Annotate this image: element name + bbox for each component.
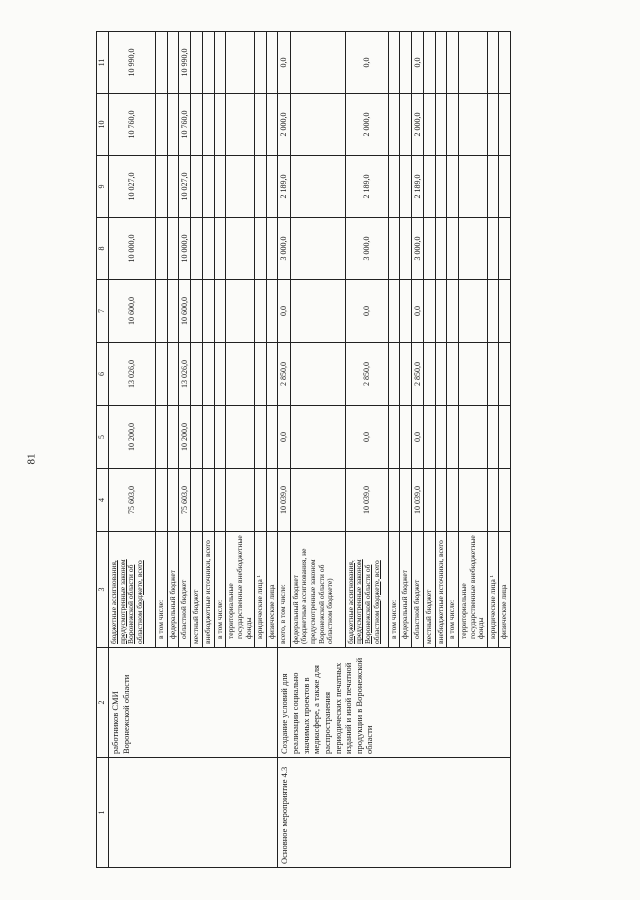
value-cell: 10 000,0 [109, 218, 156, 280]
row-label: внебюджетные источники, всего [203, 532, 215, 648]
value-cell: 2 850,0 [278, 343, 290, 406]
row-label: в том числе: [447, 532, 459, 648]
value-cell: 0,0 [278, 280, 290, 343]
value-cell: 2 189,0 [278, 156, 290, 218]
col-header: 3 [97, 532, 109, 648]
value-cell: 2 000,0 [278, 94, 290, 156]
col-header: 7 [97, 280, 109, 343]
value-cell: 2 850,0 [345, 343, 388, 406]
value-cell: 10 039,0 [345, 469, 388, 532]
row-label: физические лица [499, 532, 511, 648]
value-cell: 10 200,0 [109, 406, 156, 469]
block-a-code-cell [109, 758, 278, 868]
block-b-code: Основное мероприятие 4.3 [278, 758, 511, 868]
value-cell: 10 760,0 [109, 94, 156, 156]
value-cell: 0,0 [345, 406, 388, 469]
value-cell: 0,0 [278, 406, 290, 469]
row-label: федеральный бюджет [400, 532, 412, 648]
value-cell: 10 000,0 [179, 218, 191, 280]
value-cell: 2 000,0 [411, 94, 423, 156]
value-cell: 0,0 [411, 32, 423, 94]
row-label: федеральный бюджет [167, 532, 179, 648]
value-cell: 10 027,0 [179, 156, 191, 218]
row-label: физические лица [266, 532, 278, 648]
column-number-row [97, 32, 109, 868]
value-cell: 0,0 [345, 280, 388, 343]
value-cell: 3 000,0 [278, 218, 290, 280]
block-a-name: работников СМИ Воронежской области [109, 648, 278, 758]
row-label: бюджетные ассигнования, предусмотренные законом Воронежской области об областном бюджете, всего [345, 559, 381, 644]
col-header: 5 [97, 406, 109, 469]
budget-table [96, 31, 511, 868]
budget-table-sheet [96, 32, 509, 868]
col-header: 4 [97, 469, 109, 532]
col-header: 8 [97, 218, 109, 280]
value-cell: 2 189,0 [411, 156, 423, 218]
col-header: 11 [97, 32, 109, 94]
row-label: юридические лица ¹ [487, 532, 499, 648]
col-header: 9 [97, 156, 109, 218]
row-label: местный бюджет [191, 532, 203, 648]
col-header: 1 [97, 758, 109, 868]
row-label: местный бюджет [424, 532, 436, 648]
value-cell: 10 600,0 [179, 280, 191, 343]
row-label: территориальные государственные внебюджетные фонды [226, 532, 255, 648]
value-cell: 0,0 [411, 280, 423, 343]
value-cell: 10 760,0 [179, 94, 191, 156]
row-label: территориальные государственные внебюджетные фонды [458, 532, 487, 648]
row-label: областной бюджет [411, 532, 423, 648]
value-cell: 75 603,0 [109, 469, 156, 532]
value-cell: 10 990,0 [109, 32, 156, 94]
page-number: 81 [25, 453, 38, 465]
block-b-name: Создание условий для реализации социально значимых проектов в медиасфере, а также для распространения периодических печатных изданий и иной печатной продукции в Воронежской области [278, 648, 511, 758]
value-cell: 75 603,0 [179, 469, 191, 532]
value-cell: 2 850,0 [411, 343, 423, 406]
value-cell: 10 039,0 [278, 469, 290, 532]
col-header: 2 [97, 648, 109, 758]
value-cell: 10 200,0 [179, 406, 191, 469]
value-cell: 0,0 [278, 32, 290, 94]
table-row [278, 32, 290, 868]
value-cell: 0,0 [345, 32, 388, 94]
value-cell: 10 027,0 [109, 156, 156, 218]
value-cell: 13 026,0 [179, 343, 191, 406]
row-label: всего, в том числе: [278, 532, 290, 648]
value-cell: 10 600,0 [109, 280, 156, 343]
row-label: бюджетные ассигнования, предусмотренные законом Воронежской области об областном бюджете, всего [109, 559, 144, 644]
col-header: 10 [97, 94, 109, 156]
row-label: в том числе: [388, 532, 400, 648]
value-cell: 10 039,0 [411, 469, 423, 532]
table-row [109, 32, 156, 868]
value-cell: 13 026,0 [109, 343, 156, 406]
col-header: 6 [97, 343, 109, 406]
value-cell: 10 990,0 [179, 32, 191, 94]
value-cell: 3 000,0 [345, 218, 388, 280]
row-label: в том числе: [214, 532, 226, 648]
row-label: федеральный бюджет (бюджетные ассигнования, не предусмотренные законом Воронежской области об областном бюджете) [290, 532, 345, 648]
value-cell: 0,0 [411, 406, 423, 469]
value-cell: 2 000,0 [345, 94, 388, 156]
row-label: областной бюджет [179, 532, 191, 648]
value-cell: 3 000,0 [411, 218, 423, 280]
row-label: внебюджетные источники, всего [435, 532, 447, 648]
row-label: в том числе: [156, 532, 168, 648]
value-cell: 2 189,0 [345, 156, 388, 218]
row-label: юридические лица ¹ [255, 532, 267, 648]
